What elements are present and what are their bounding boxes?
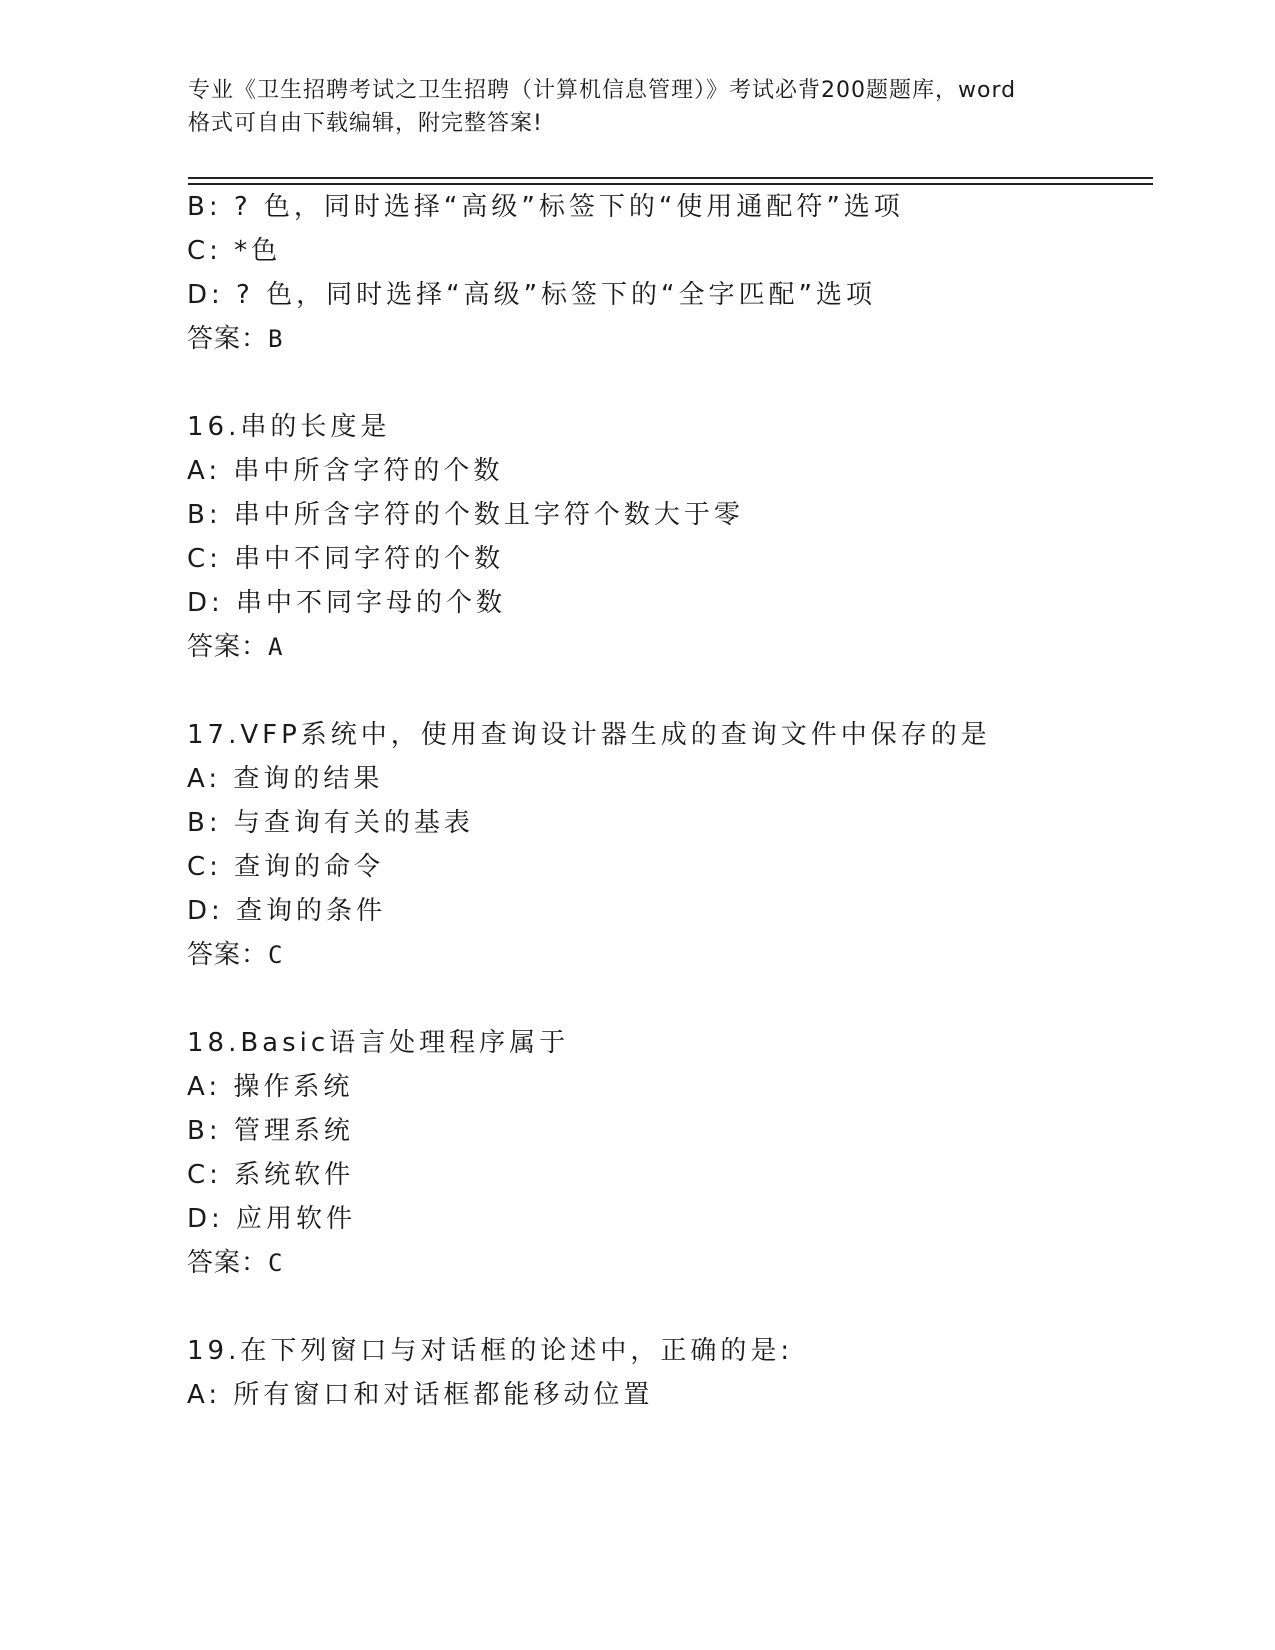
q18-option-a: A: 操作系统 xyxy=(187,1072,354,1102)
q16-option-b: B: 串中所含字符的个数且字符个数大于零 xyxy=(187,500,744,530)
q16-option-c: C: 串中不同字符的个数 xyxy=(187,544,505,574)
q17-stem: 17.VFP系统中，使用查询设计器生成的查询文件中保存的是 xyxy=(187,720,991,750)
q16-stem: 16.串的长度是 xyxy=(187,412,391,442)
q17-answer-value: C xyxy=(268,941,284,969)
q15-answer xyxy=(187,322,283,356)
header-divider-bottom xyxy=(188,183,1153,185)
q16-option-d: D: 串中不同字母的个数 xyxy=(187,588,507,618)
q17-option-d: D: 查询的条件 xyxy=(187,896,387,926)
q17-option-b: B: 与查询有关的基表 xyxy=(187,808,474,838)
q16-answer-value: A xyxy=(268,633,284,661)
q18-answer-value: C xyxy=(268,1249,284,1277)
header-line-1: 专业《卫生招聘考试之卫生招聘（计算机信息管理）》考试必背200题题库，word xyxy=(188,78,1017,103)
q18-answer xyxy=(187,1246,283,1280)
document-header xyxy=(188,74,1088,140)
q18-stem: 18.Basic语言处理程序属于 xyxy=(187,1028,570,1058)
q17-option-c: C: 查询的命令 xyxy=(187,852,385,882)
q19-option-a: A: 所有窗口和对话框都能移动位置 xyxy=(187,1380,654,1410)
q16-answer xyxy=(187,630,283,664)
q16-answer-label: 答案： xyxy=(187,632,269,662)
q19-stem: 19.在下列窗口与对话框的论述中，正确的是: xyxy=(187,1336,794,1366)
q16-option-a: A: 串中所含字符的个数 xyxy=(187,456,504,486)
q17-answer xyxy=(187,938,283,972)
q17-answer-label: 答案： xyxy=(187,940,269,970)
q18-answer-label: 答案： xyxy=(187,1248,269,1278)
q15-option-c: C: *色 xyxy=(187,236,282,266)
header-line-2: 格式可自由下载编辑，附完整答案! xyxy=(188,111,543,136)
q18-option-c: C: 系统软件 xyxy=(187,1160,355,1190)
q17-option-a: A: 查询的结果 xyxy=(187,764,384,794)
q15-option-d: D: ? 色，同时选择“高级”标签下的“全字匹配”选项 xyxy=(187,280,876,310)
header-divider-top xyxy=(188,177,1153,179)
q18-option-b: B: 管理系统 xyxy=(187,1116,354,1146)
q15-option-b: B: ? 色，同时选择“高级”标签下的“使用通配符”选项 xyxy=(187,192,904,222)
q18-option-d: D: 应用软件 xyxy=(187,1204,357,1234)
q15-answer-label: 答案： xyxy=(187,324,269,354)
q15-answer-value: B xyxy=(268,325,284,353)
